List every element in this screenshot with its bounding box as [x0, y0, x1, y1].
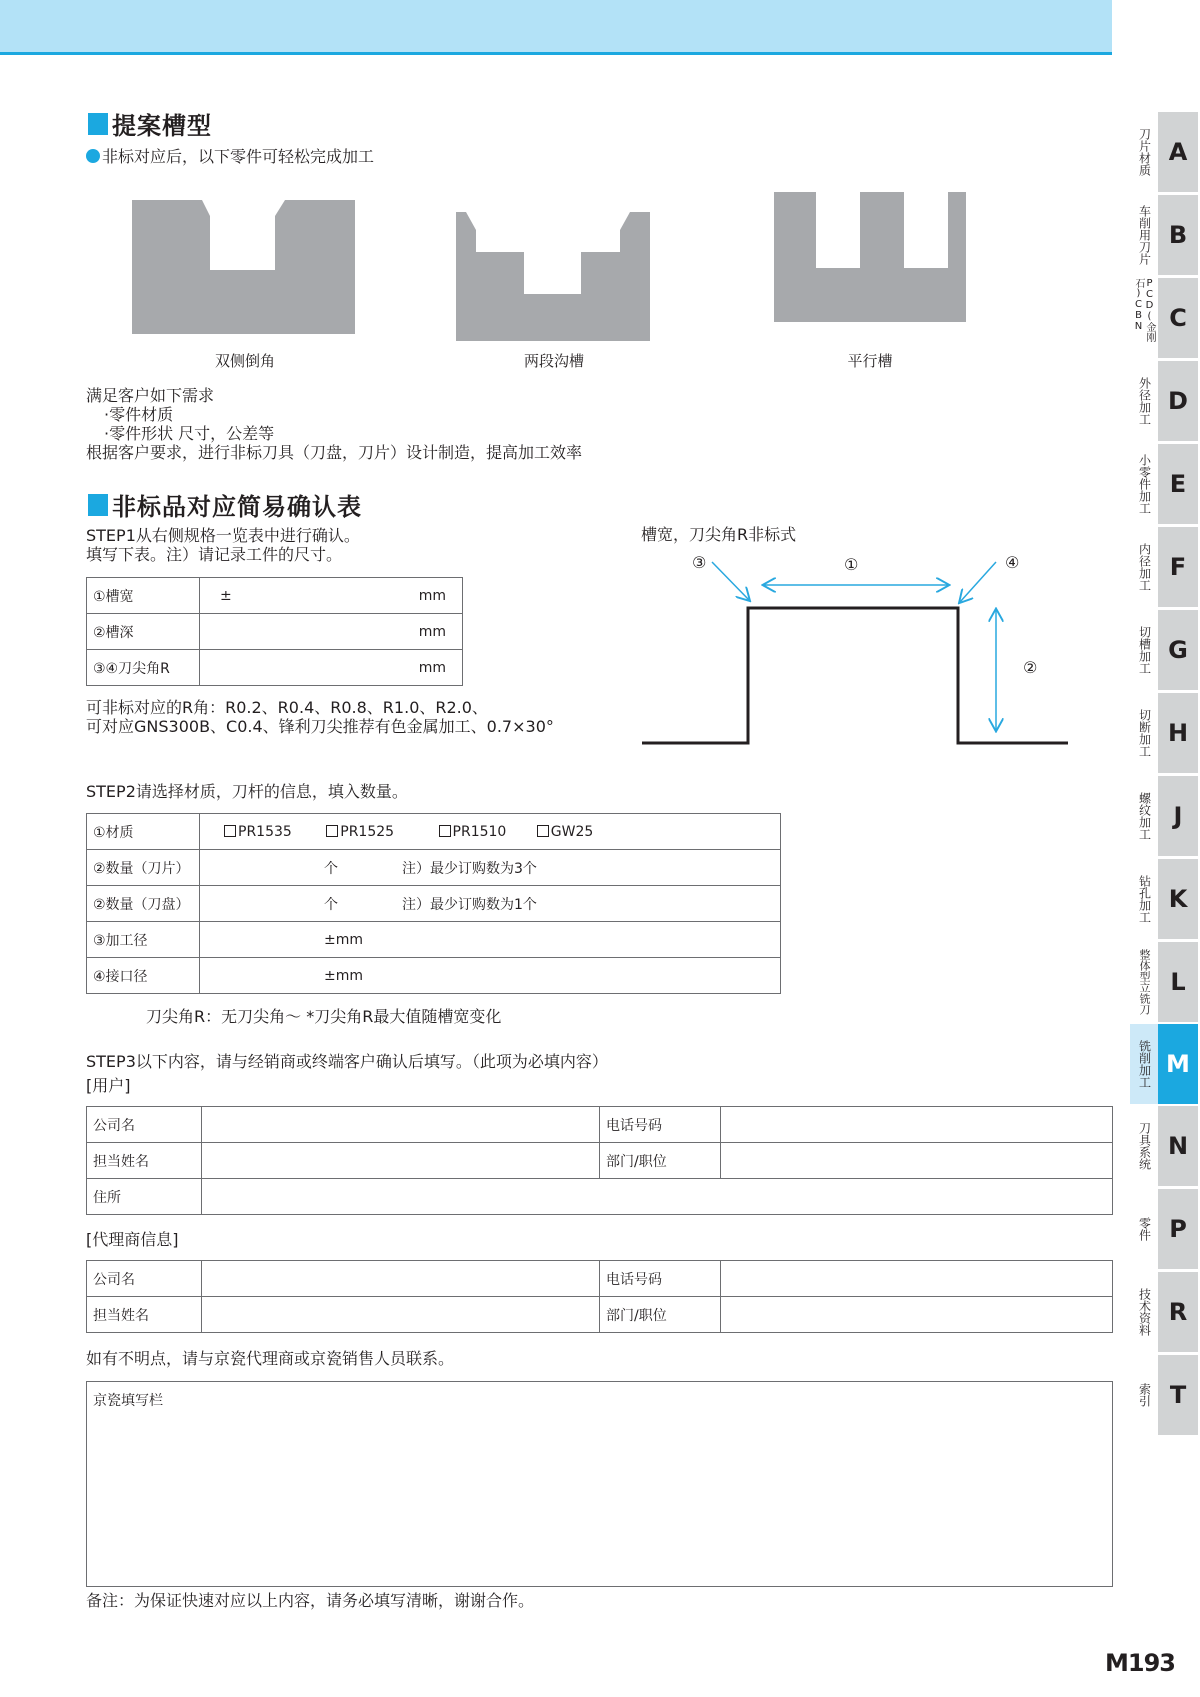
tab-letter: T	[1158, 1355, 1198, 1435]
step2-table	[86, 813, 781, 994]
agent-contact-label: 担当姓名	[87, 1297, 202, 1333]
material-label: ①材质	[87, 814, 200, 850]
needs-item: ·零件形状 尺寸，公差等	[104, 424, 275, 443]
unit-label: ±mm	[324, 931, 364, 948]
groove-diagram	[630, 550, 1090, 760]
table-row	[87, 1107, 1113, 1143]
agent-phone-label: 电话号码	[600, 1261, 721, 1297]
r-notes	[86, 698, 554, 736]
user-contact-label: 担当姓名	[87, 1143, 202, 1179]
user-table	[86, 1106, 1113, 1215]
agent-company-label: 公司名	[87, 1261, 202, 1297]
side-tab-d[interactable]	[1130, 361, 1198, 441]
user-heading: [用户]	[86, 1076, 131, 1095]
checkbox-icon[interactable]	[224, 825, 236, 837]
tab-letter: A	[1158, 112, 1198, 192]
table-row	[87, 1297, 1113, 1333]
side-tab-t[interactable]	[1130, 1355, 1198, 1435]
groove-width-label: ①槽宽	[87, 578, 200, 614]
tab-label: 内径加工	[1137, 543, 1152, 591]
table-row	[87, 1261, 1113, 1297]
side-tab-a[interactable]	[1130, 112, 1198, 192]
user-address-field[interactable]	[202, 1179, 1113, 1215]
tab-label: 切槽加工	[1137, 626, 1152, 674]
shape-caption-parallel-groove: 平行槽	[847, 352, 893, 370]
material-option-gw25[interactable]	[537, 824, 594, 840]
qty-note: 注）最少订购数为1个	[402, 896, 537, 913]
step3-title: STEP3以下内容，请与经销商或终端客户确认后填写。（此项为必填内容）	[86, 1052, 608, 1071]
needs-block	[86, 386, 582, 462]
material-name: PR1510	[452, 823, 507, 840]
table-row	[87, 850, 781, 886]
checkbox-icon[interactable]	[537, 825, 549, 837]
side-tab-n[interactable]	[1130, 1106, 1198, 1186]
label-1: ①	[844, 555, 859, 574]
user-company-field[interactable]	[202, 1107, 600, 1143]
needs-item: ·零件材质	[104, 405, 174, 424]
side-tab-k[interactable]	[1130, 859, 1198, 939]
r-note-line2: 可对应GNS300B、C0.4、锋利刀尖推荐有色金属加工、0.7×30°	[86, 717, 554, 736]
unit-label: mm	[418, 659, 446, 676]
groove-width-field[interactable]	[200, 578, 463, 614]
table-row	[87, 886, 781, 922]
user-contact-field[interactable]	[202, 1143, 600, 1179]
unit-label: 个	[324, 860, 338, 877]
agent-phone-field[interactable]	[721, 1261, 1113, 1297]
label-4: ④	[1005, 553, 1020, 572]
tab-label: PCD(金刚石)CBN	[1133, 278, 1155, 342]
tab-letter: J	[1158, 776, 1198, 856]
tab-label: 刀具系统	[1137, 1122, 1152, 1170]
groove-depth-field[interactable]	[200, 614, 463, 650]
section-title-confirmation	[88, 487, 362, 522]
tab-letter: N	[1158, 1106, 1198, 1186]
double-chamfer-shape	[130, 196, 360, 338]
step1-line1: STEP1从右侧规格一览表中进行确认。	[86, 526, 360, 545]
side-tab-b[interactable]	[1130, 195, 1198, 275]
tab-label: 小零件加工	[1137, 454, 1152, 514]
kyocera-fill-box[interactable]	[86, 1381, 1113, 1587]
table-row	[87, 922, 781, 958]
insert-qty-label: ②数量（刀片）	[87, 850, 200, 886]
agent-table	[86, 1260, 1113, 1333]
machining-dia-field[interactable]	[200, 922, 781, 958]
checkbox-icon[interactable]	[439, 825, 451, 837]
tab-letter: E	[1158, 444, 1198, 524]
tab-label: 技术资料	[1137, 1288, 1152, 1336]
label-3: ③	[692, 553, 707, 572]
tab-label: 外径加工	[1137, 377, 1152, 425]
corner-r-field[interactable]	[200, 650, 463, 686]
qty-note: 注）最少订购数为3个	[402, 860, 537, 877]
tab-label: 切断加工	[1137, 709, 1152, 757]
parallel-groove-shape	[772, 190, 968, 324]
material-options	[200, 814, 781, 850]
step1-line2: 填写下表。注）请记录工件的尺寸。	[86, 545, 343, 564]
material-option-pr1510[interactable]	[439, 824, 507, 840]
tab-label: 钻孔加工	[1137, 875, 1152, 923]
tab-letter: B	[1158, 195, 1198, 275]
plus-minus-sign: ±	[220, 587, 232, 604]
user-address-label: 住所	[87, 1179, 202, 1215]
machining-dia-label: ③加工径	[87, 922, 200, 958]
material-name: PR1535	[238, 823, 292, 840]
checkbox-icon[interactable]	[326, 825, 338, 837]
shape-caption-two-step-groove: 两段沟槽	[523, 352, 584, 370]
material-option-pr1525[interactable]	[326, 824, 394, 840]
proposal-subtitle	[86, 144, 374, 167]
shape-caption-double-chamfer: 双侧倒角	[214, 352, 275, 370]
table-row	[87, 650, 463, 686]
user-company-label: 公司名	[87, 1107, 202, 1143]
agent-dept-label: 部门/职位	[600, 1297, 721, 1333]
tab-letter: D	[1158, 361, 1198, 441]
side-tab-m[interactable]	[1130, 1024, 1198, 1104]
unit-label: 个	[324, 896, 338, 913]
material-name: GW25	[550, 823, 594, 840]
step1-instructions	[86, 526, 360, 564]
agent-contact-field[interactable]	[202, 1297, 600, 1333]
kyocera-box-label: 京瓷填写栏	[93, 1393, 163, 1409]
step1-table	[86, 577, 463, 686]
corner-r-label: ③④刀尖角R	[87, 650, 200, 686]
material-name: PR1525	[340, 823, 395, 840]
interface-dia-field[interactable]	[200, 958, 781, 994]
groove-depth-label: ②槽深	[87, 614, 200, 650]
interface-dia-label: ④接口径	[87, 958, 200, 994]
step2-title: STEP2请选择材质，刀杆的信息，填入数量。	[86, 782, 408, 801]
table-row	[87, 1143, 1113, 1179]
user-phone-field[interactable]	[721, 1107, 1113, 1143]
user-dept-field[interactable]	[721, 1143, 1113, 1179]
side-tab-h[interactable]	[1130, 693, 1198, 773]
subtitle-text: 非标对应后，以下零件可轻松完成加工	[102, 147, 375, 166]
tab-label: 零件	[1137, 1217, 1152, 1241]
needs-summary: 根据客户要求，进行非标刀具（刀盘，刀片）设计制造，提高加工效率	[86, 443, 583, 462]
two-step-groove-shape	[454, 208, 654, 344]
tab-label: 刀片材质	[1137, 128, 1152, 176]
table-row	[87, 814, 781, 850]
tab-letter: C	[1158, 278, 1198, 358]
remark: 备注：为保证快速对应以上内容，请务必填写清晰，谢谢合作。	[86, 1591, 535, 1610]
tab-letter: K	[1158, 859, 1198, 939]
tab-letter: F	[1158, 527, 1198, 607]
tab-label: 整体型立铣刀	[1138, 949, 1151, 1015]
contact-note: 如有不明点，请与京瓷代理商或京瓷销售人员联系。	[86, 1349, 455, 1368]
unit-label: mm	[418, 623, 446, 640]
r-note-line1: 可非标对应的R角：R0.2、R0.4、R0.8、R1.0、R2.0、	[86, 698, 488, 717]
section-square-icon	[88, 494, 108, 516]
agent-dept-field[interactable]	[721, 1297, 1113, 1333]
tab-letter: H	[1158, 693, 1198, 773]
insert-qty-field[interactable]	[200, 850, 781, 886]
table-row	[87, 578, 463, 614]
tab-label: 车削用刀片	[1137, 205, 1152, 265]
needs-title: 满足客户如下需求	[86, 386, 215, 405]
tab-letter: G	[1158, 610, 1198, 690]
section-title-proposal	[88, 106, 212, 141]
side-tab-e[interactable]	[1130, 444, 1198, 524]
side-tab-l[interactable]	[1130, 942, 1198, 1022]
unit-label: ±mm	[324, 967, 364, 984]
side-tab-p[interactable]	[1130, 1189, 1198, 1269]
table-row	[87, 1179, 1113, 1215]
side-tab-c[interactable]	[1130, 278, 1198, 358]
unit-label: mm	[418, 587, 446, 604]
side-tab-r[interactable]	[1130, 1272, 1198, 1352]
side-tab-j[interactable]	[1130, 776, 1198, 856]
side-tab-g[interactable]	[1130, 610, 1198, 690]
cutter-qty-label: ②数量（刀盘）	[87, 886, 200, 922]
cutter-qty-field[interactable]	[200, 886, 781, 922]
table-row	[87, 614, 463, 650]
tab-label: 铣削加工	[1130, 1024, 1158, 1104]
side-tab-f[interactable]	[1130, 527, 1198, 607]
agent-company-field[interactable]	[202, 1261, 600, 1297]
tab-letter: R	[1158, 1272, 1198, 1352]
user-phone-label: 电话号码	[600, 1107, 721, 1143]
agent-heading: [代理商信息]	[86, 1230, 179, 1249]
user-dept-label: 部门/职位	[600, 1143, 721, 1179]
tab-letter: M	[1158, 1024, 1198, 1104]
diagram-title: 槽宽，刀尖角R非标式	[641, 525, 797, 544]
table-row	[87, 958, 781, 994]
header-band	[0, 0, 1112, 55]
material-option-pr1535[interactable]	[224, 824, 292, 840]
bullet-dot-icon	[86, 149, 100, 163]
label-2: ②	[1023, 658, 1038, 677]
section-title-text: 非标品对应简易确认表	[112, 493, 362, 521]
tab-label: 螺纹加工	[1137, 792, 1152, 840]
section-square-icon	[88, 113, 108, 135]
tab-letter: L	[1158, 942, 1198, 1022]
tab-letter: P	[1158, 1189, 1198, 1269]
page-number: M193	[1105, 1649, 1175, 1677]
tab-label: 索引	[1137, 1383, 1152, 1407]
section-title-text: 提案槽型	[112, 112, 212, 140]
step2-note: 刀尖角R：无刀尖角～ *刀尖角R最大值随槽宽变化	[146, 1007, 502, 1026]
